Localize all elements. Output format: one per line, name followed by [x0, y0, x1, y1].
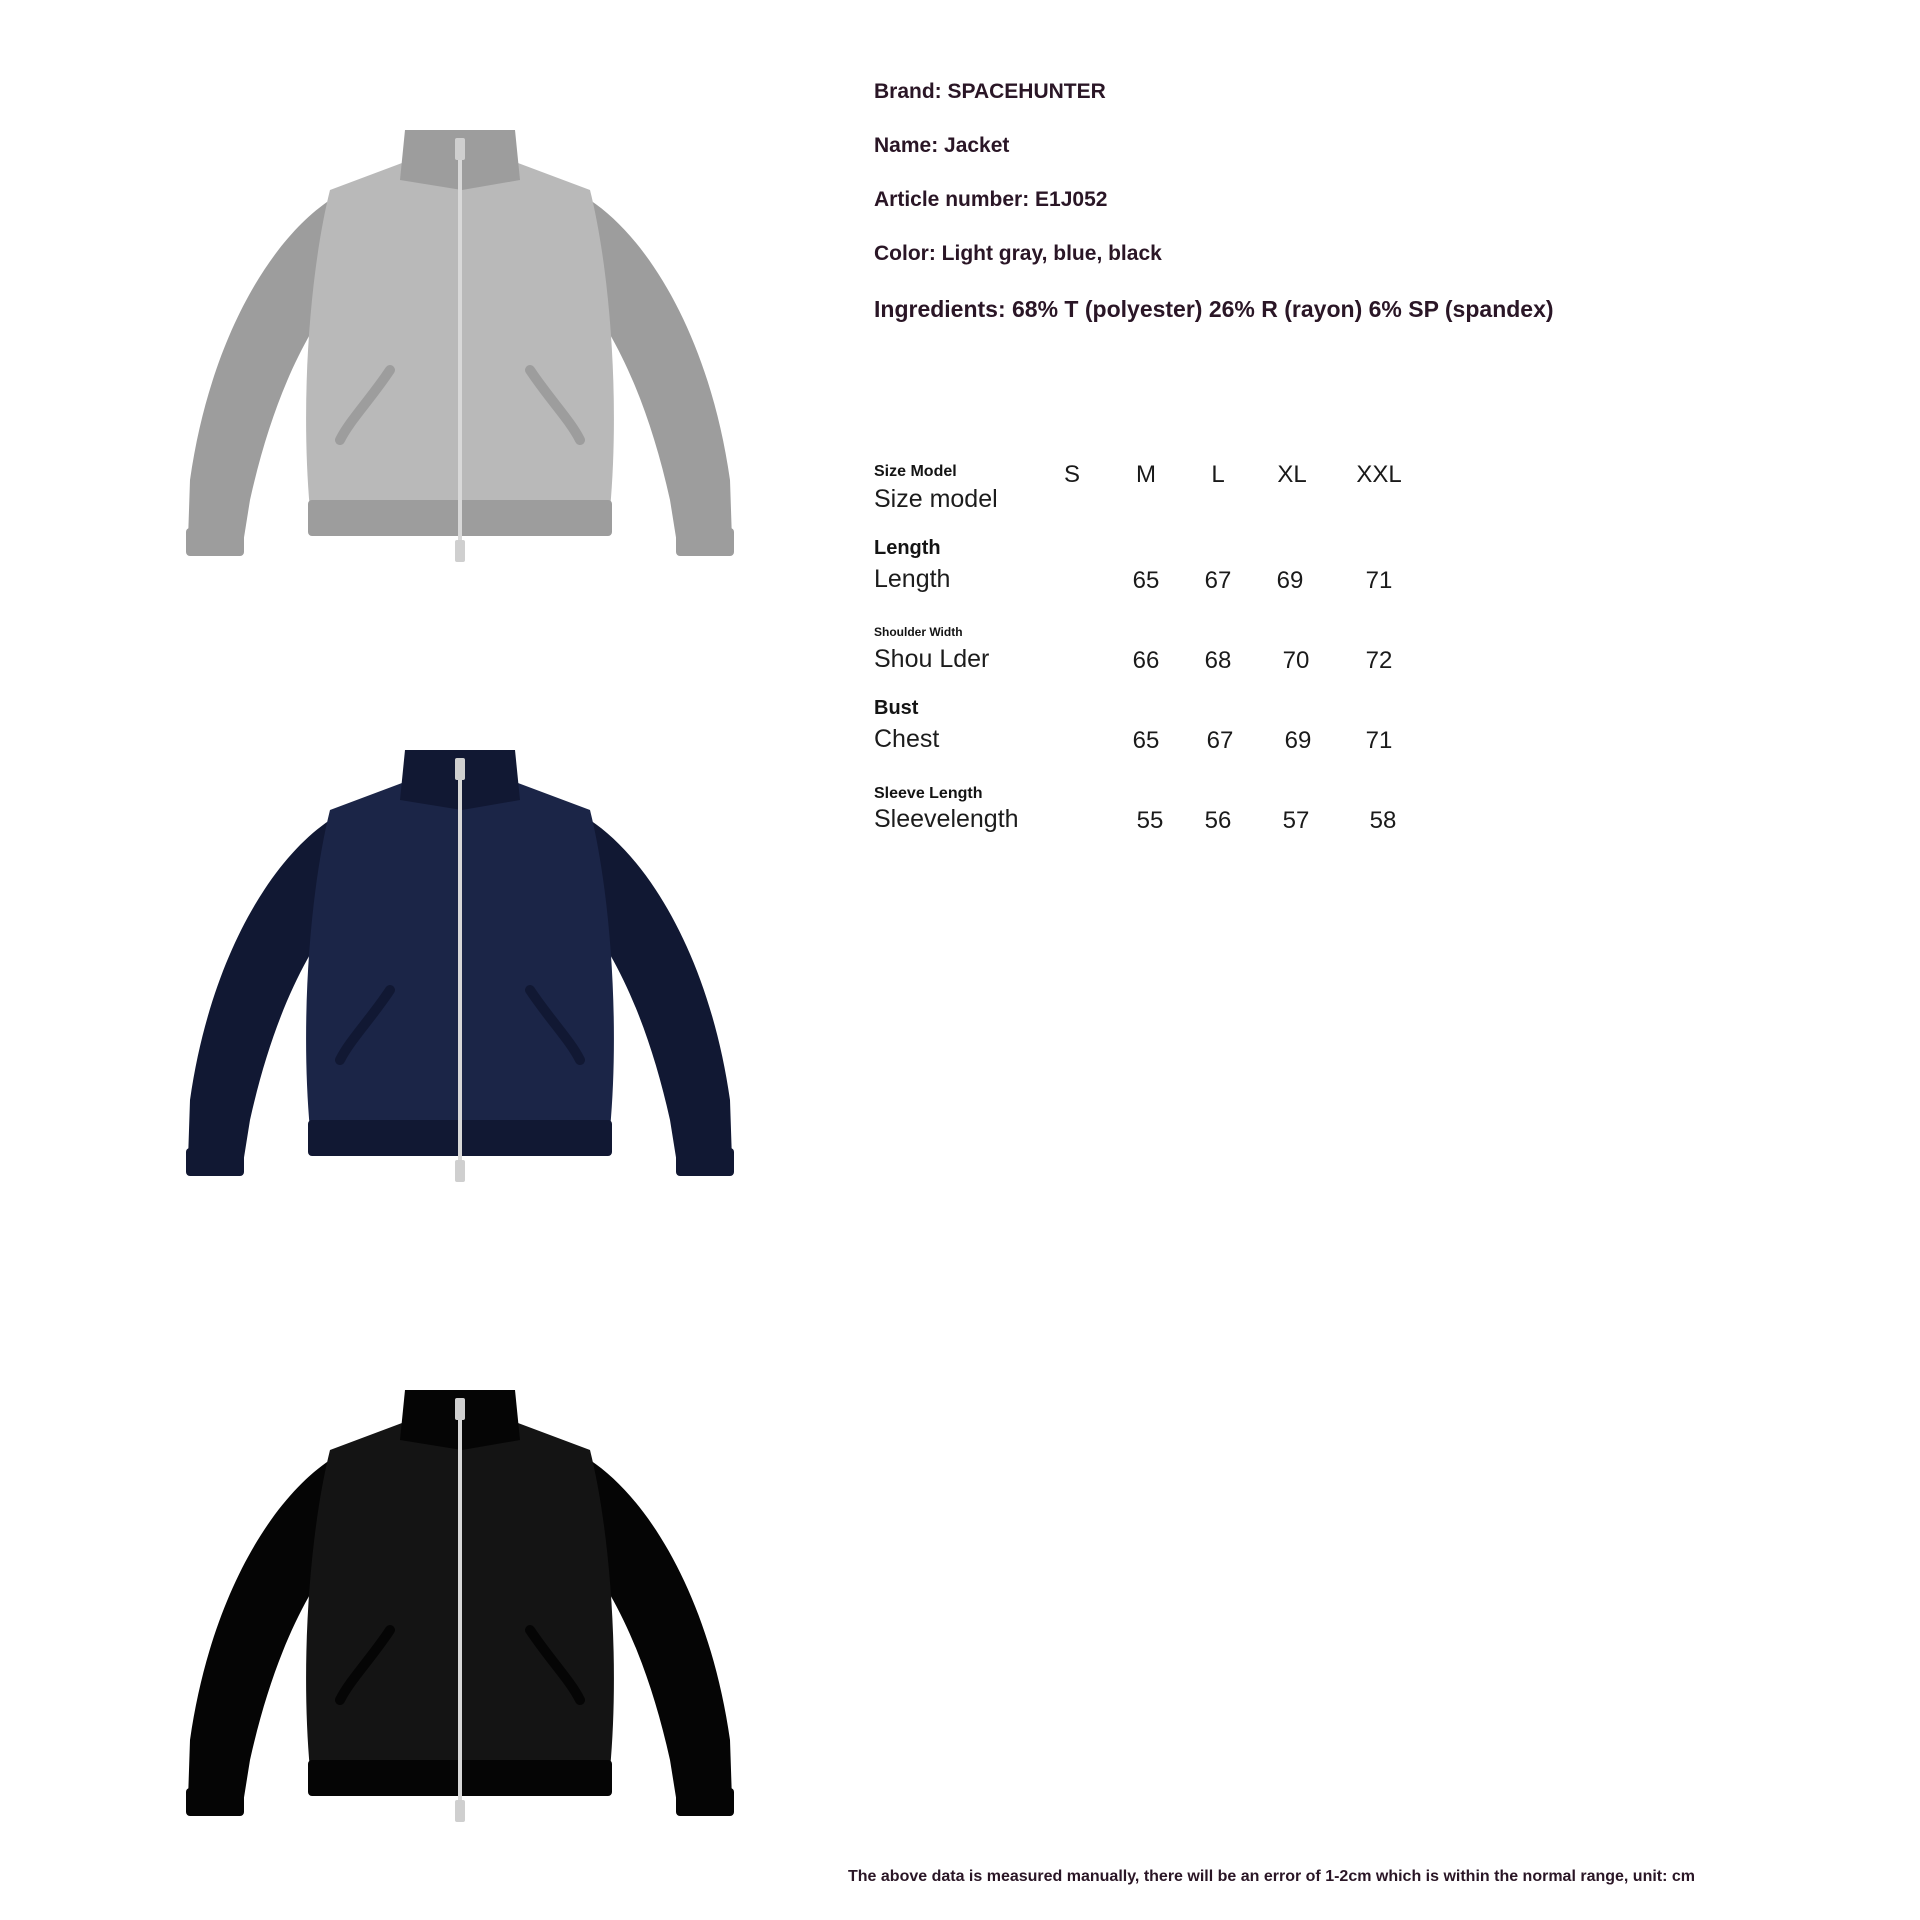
size-header-l: L	[1211, 461, 1225, 488]
shoulder-label-small: Shoulder Width	[874, 625, 963, 639]
chest-xl: 69	[1284, 727, 1312, 754]
color-line: Color: Light gray, blue, black	[874, 242, 1162, 265]
size-model-label-small: Size Model	[874, 463, 957, 480]
size-header-xl: XL	[1277, 461, 1307, 488]
length-l: 67	[1204, 567, 1232, 594]
length-label: Length	[874, 565, 951, 593]
length-xxl: 71	[1365, 567, 1393, 594]
chest-xxl: 71	[1365, 727, 1393, 754]
shoulder-label: Shou Lder	[874, 645, 990, 673]
shoulder-xxl: 72	[1365, 647, 1393, 674]
chest-l: 67	[1206, 727, 1234, 754]
sleeve-xxl: 58	[1369, 807, 1397, 834]
sleeve-xl: 57	[1282, 807, 1310, 834]
ingredients-line: Ingredients: 68% T (polyester) 26% R (rayon) 6% SP (spandex)	[874, 296, 1554, 322]
sleeve-m: 55	[1136, 807, 1164, 834]
bust-label-small: Bust	[874, 697, 919, 719]
length-label-small: Length	[874, 537, 941, 559]
sleeve-label: Sleevelength	[874, 805, 1019, 833]
shoulder-l: 68	[1204, 647, 1232, 674]
article-line: Article number: E1J052	[874, 188, 1108, 211]
brand-line: Brand: SPACEHUNTER	[874, 80, 1106, 103]
length-m: 65	[1132, 567, 1160, 594]
black-jacket-image	[180, 1380, 740, 1840]
length-xl: 69	[1276, 567, 1304, 594]
size-chart	[874, 455, 1434, 855]
chest-label: Chest	[874, 725, 940, 753]
size-model-label: Size model	[874, 485, 998, 513]
blue-jacket-image	[180, 740, 740, 1200]
sleeve-label-small: Sleeve Length	[874, 785, 983, 802]
size-header-m: M	[1136, 461, 1156, 488]
size-header-s: S	[1063, 461, 1081, 488]
shoulder-xl: 70	[1282, 647, 1310, 674]
sleeve-l: 56	[1204, 807, 1232, 834]
size-header-xxl: XXL	[1356, 461, 1402, 488]
measurement-footnote: The above data is measured manually, there will be an error of 1-2cm which is within the normal range, unit: cm	[848, 1868, 1696, 1885]
chest-m: 65	[1132, 727, 1160, 754]
name-line: Name: Jacket	[874, 134, 1010, 157]
shoulder-m: 66	[1132, 647, 1160, 674]
gray-jacket-image	[180, 120, 740, 580]
